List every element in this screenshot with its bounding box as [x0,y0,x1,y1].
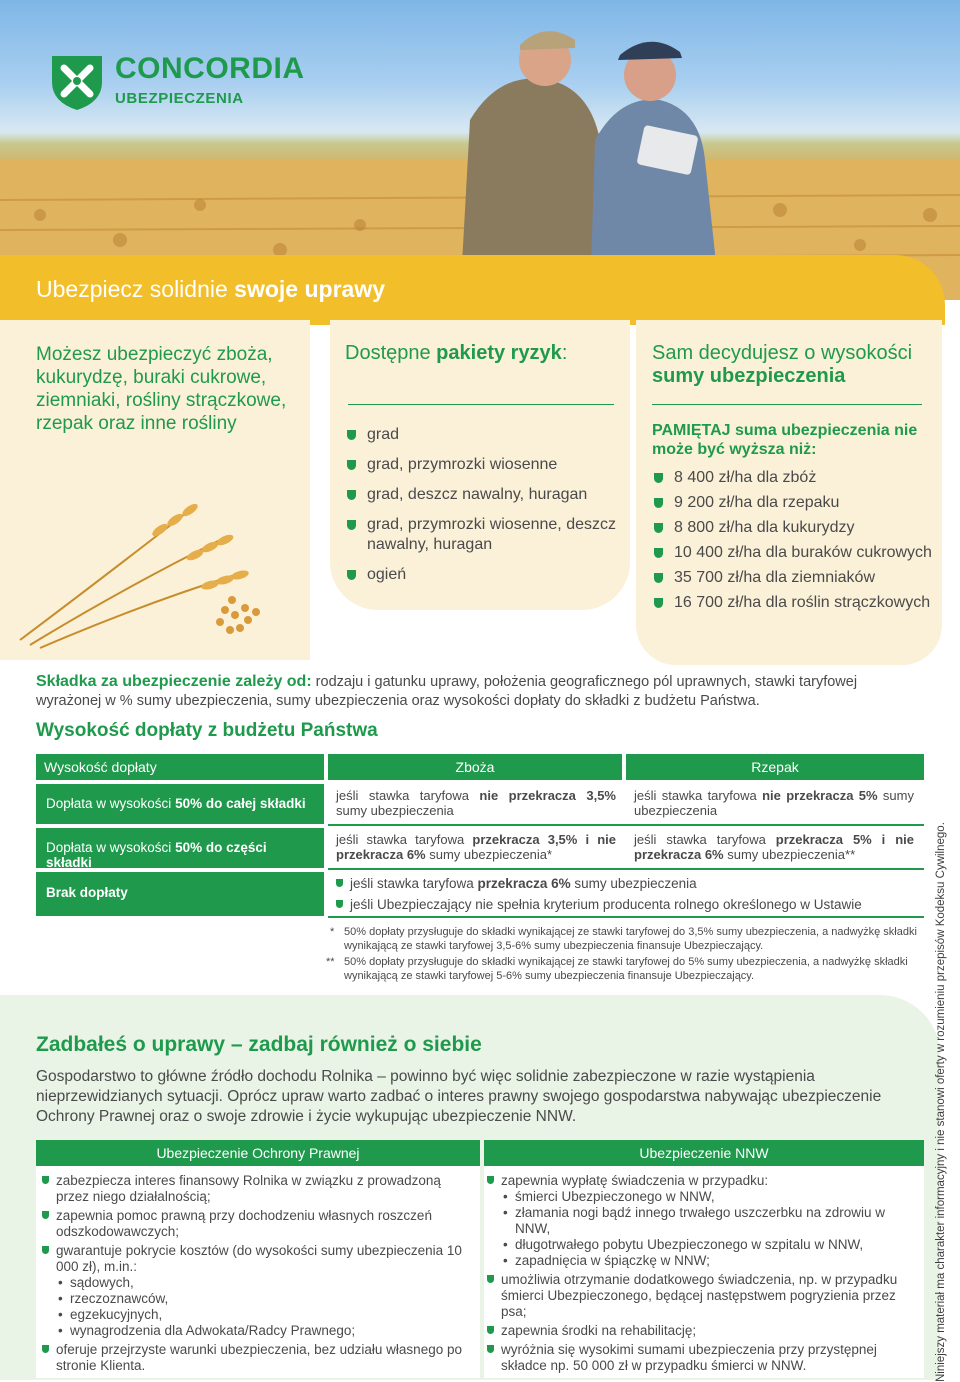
table-row-label [36,828,324,868]
cell-text: sumy ubezpieczenia [570,876,697,891]
list-item: grad, deszcz nawalny, huragan [345,485,625,505]
cell-text: jeśli stawka taryfowa [634,788,763,803]
list-item: jeśli Ubezpieczający nie spełnia kryterium producenta rolnego określonego w Ustawie [336,897,916,913]
cell-text: jeśli stawka taryfowa [350,876,478,891]
brand-subtitle: UBEZPIECZENIA [115,90,244,107]
table-cell [336,788,616,818]
footnote-mark: ** [326,956,335,968]
risk-package-list [345,425,625,595]
page-title [36,276,385,303]
table-cell [336,832,616,862]
footnote-text: 50% dopłaty przysługuje do składki wynikającej ze stawki taryfowej do 5% sumy ubezpieczenia, a nadwyżkę składki wynikającą ze stawki taryfowej 5-6% sumy ubezpieczenia finansuje Ubezpieczający. [344,956,908,982]
cell-text: jeśli stawka taryfowa [336,832,473,847]
list-item: grad, przymrozki wiosenne, deszcz nawalny, huragan [345,515,625,555]
sub-item: • zapadnięcia w śpiączkę w NNW; [487,1253,917,1269]
sub-item: • rzeczoznawców, [42,1291,472,1307]
list-item: 8 800 zł/ha dla kukurydzy [652,518,932,538]
table-header: Zboża [328,754,622,780]
cell-text-bold: przekracza 3,5% i nie przekracza 6% [336,832,616,862]
list-item: ogień [345,565,625,585]
sum-title-normal: Sam decydujesz o wysokości [652,342,913,364]
sub-item: • złamania nogi bądź innego trwałego uszczerbku na zdrowiu w NNW, [487,1205,917,1237]
cell-text: jeśli stawka taryfowa [634,832,776,847]
table-divider [328,916,924,918]
list-item: zapewnia pomoc prawną przy dochodzeniu własnych roszczeń odszkodowawczych; [42,1208,472,1240]
footnote [322,925,922,953]
brand-name: CONCORDIA [115,52,305,85]
page-title-normal: Ubezpiecz solidnie [36,276,235,302]
risk-title-bold: pakiety ryzyk [436,342,562,364]
risk-title-normal: Dostępne [345,342,437,364]
table-row-label: Brak dopłaty [36,872,324,916]
list-item: zapewnia wypłatę świadczenia w przypadku: [487,1173,917,1189]
sum-insured-title [652,342,932,388]
cell-text: sumy ubezpieczenia [634,788,914,818]
crops-text: Możesz ubezpieczyć zboża, kukurydzę, buraki cukrowe, ziemniaki, rośliny strączkowe, rzepak oraz inne rośliny [36,344,287,434]
footnotes [322,925,922,983]
concordia-shield-icon [50,52,104,112]
list-item: 10 400 zł/ha dla buraków cukrowych [652,543,932,563]
list-item [336,876,916,892]
list-item: 9 200 zł/ha dla rzepaku [652,493,932,513]
list-item: umożliwia otrzymanie dodatkowego świadczenia, np. w przypadku śmierci Ubezpieczonego, będącej następstwem pogryzienia przez psa; [487,1272,917,1320]
table-header: Wysokość dopłaty [36,754,324,780]
nnw-header: Ubezpieczenie NNW [484,1140,924,1166]
table-cell [634,832,914,862]
list-item: zabezpiecza interes finansowy Rolnika w związku z prowadzoną przez niego działalnością; [42,1173,472,1205]
list-item: grad, przymrozki wiosenne [345,455,625,475]
disclaimer: Niniejszy materiał ma charakter informacyjny i nie stanowi oferty w rozumieniu przepisów Kodeksu Cywilnego. [935,822,947,1382]
premium-info-bold: Składka za ubezpieczenie zależy od: [36,673,312,690]
list-item: grad [345,425,625,445]
risk-title-tail: : [561,342,568,364]
list-item: oferuje przejrzyste warunki ubezpieczenia, bez udziału własnego po stronie Klienta. [42,1342,472,1374]
page-title-bold: swoje uprawy [234,276,385,302]
risk-packages-title [345,342,567,365]
list-item: 8 400 zł/ha dla zbóż [652,468,932,488]
row1-label-bold: 50% do całej składki [175,796,306,811]
table-divider [328,824,924,826]
list-item: gwarantuje pokrycie kosztów (do wysokości sumy ubezpieczenia 10 000 zł), m.in.: [42,1243,472,1275]
sub-item: • śmierci Ubezpieczonego w NNW, [487,1189,917,1205]
sub-item: • długotrwałego pobytu Ubezpieczonego w szpitalu w NNW, [487,1237,917,1253]
table-cell [634,788,914,818]
sum-title-bold: sumy ubezpieczenia [652,365,846,387]
legal-protection-list [42,1173,472,1374]
sub-item: • egzekucyjnych, [42,1307,472,1323]
table-header: Rzepak [626,754,924,780]
cell-text-bold: przekracza 6% [477,876,571,891]
premium-info [36,672,926,711]
section-text: Gospodarstwo to główne źródło dochodu Rolnika – powinno być więc solidnie zabezpieczone w razie wystąpienia nieprzewidzianych sytuacji. Oprócz upraw warto zadbać o interes prawny swojego gospodarstwa nabywając ubezpieczenie Ochrony Prawnej oraz o swoje zdrowie i życie wykupując ubezpieczenie NNW. [36,1068,882,1125]
footnote [322,955,922,983]
cell-text-bold: przekracza 5% i nie przekracza 6% [634,832,914,862]
row2-label-bold: 50% do części składki [46,840,267,870]
list-item: 35 700 zł/ha dla ziemniaków [652,568,932,588]
cell-text: sumy ubezpieczenia** [723,847,856,862]
legal-protection-header: Ubezpieczenie Ochrony Prawnej [36,1140,480,1166]
divider [652,404,922,405]
cell-text: jeśli stawka taryfowa [336,788,480,803]
remember-note: PAMIĘTAJ suma ubezpieczenia nie może być wyższa niż: [652,422,918,458]
sub-item: • sądowych, [42,1275,472,1291]
sum-limit-list [652,468,932,618]
cell-text-bold: nie przekracza 5% [762,788,878,803]
wheat-ears-icon [10,470,300,650]
section-heading: Zadbałeś o uprawy – zadbaj również o siebie [36,1033,482,1056]
table-cell [336,876,916,913]
wheat-illustration [10,470,300,650]
row1-label-normal: Dopłata w wysokości [46,796,176,811]
cell-text-bold: nie przekracza 3,5% [479,788,616,803]
list-item: 16 700 zł/ha dla roślin strączkowych [652,593,932,613]
list-item: zapewnia środki na rehabilitację; [487,1323,917,1339]
footnote-text: 50% dopłaty przysługuje do składki wynikającej ze stawki taryfowej do 3,5% sumy ubezpieczenia, a nadwyżkę składki wynikającą ze stawki taryfowej 3,5-6% sumy ubezpieczenia finansuje Ubezpieczający. [344,926,917,952]
cell-text: sumy ubezpieczenia* [425,847,553,862]
cell-text: sumy ubezpieczenia [336,803,454,818]
premium-info-text: rodzaju i gatunku uprawy, położenia geograficznego pól uprawnych, stawki taryfowej wyrażonej w % sumy ubezpieczenia, sumy ubezpieczenia oraz wysokości dopłaty do składki z budżetu Państwa. [36,674,858,709]
subsidy-heading: Wysokość dopłaty z budżetu Państwa [36,720,378,741]
table-row-label [36,784,324,824]
footnote-mark: * [330,926,335,938]
sub-item: • wynagrodzenia dla Adwokata/Radcy Prawnego; [42,1323,472,1339]
nnw-list [487,1173,917,1374]
list-item: wyróżnia się wysokimi sumami ubezpieczenia przy przystępnej składce np. 50 000 zł w przypadku śmierci w NNW. [487,1342,917,1374]
row2-label-normal: Dopłata w wysokości [46,840,176,855]
divider [348,404,614,405]
table-divider [328,868,924,870]
